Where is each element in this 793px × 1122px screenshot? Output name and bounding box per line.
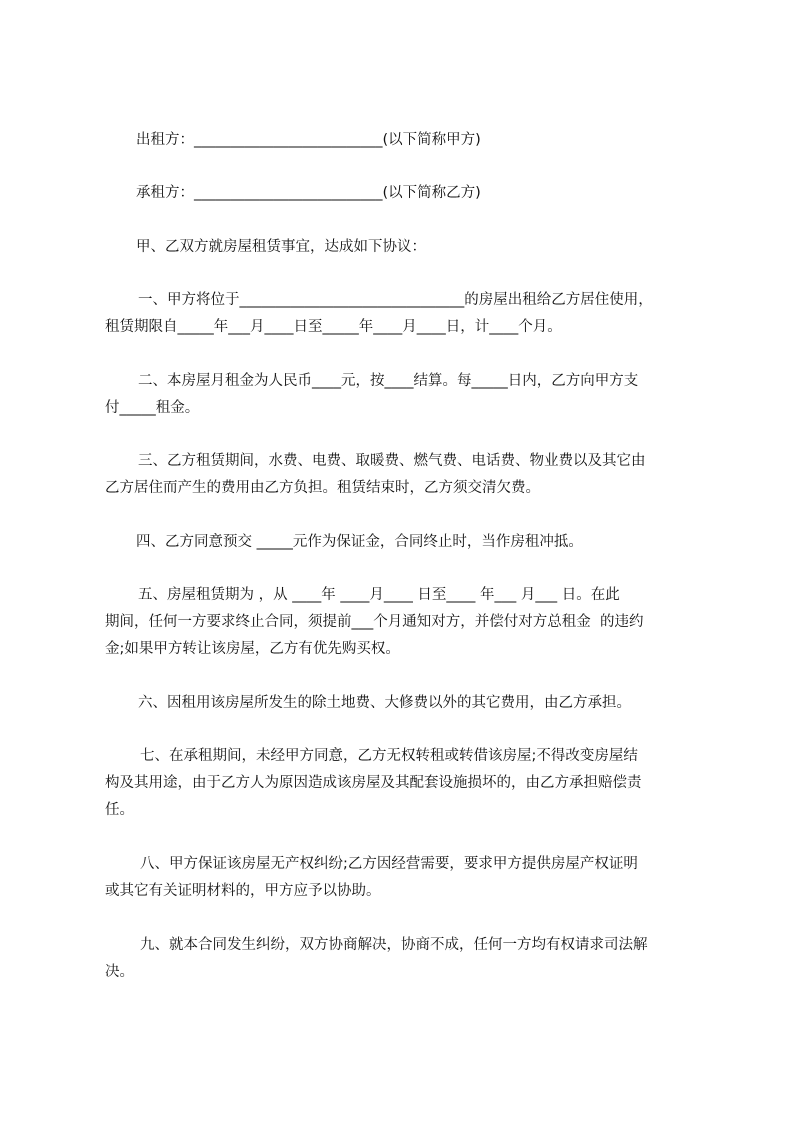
clause-2-line-2: 付_____租金。 xyxy=(105,400,200,416)
clause-3-line-2: 乙方居住而产生的费用由乙方负担。租赁结束时，乙方须交清欠费。 xyxy=(105,480,540,496)
clause-8-line-2: 或其它有关证明材料的，甲方应予以协助。 xyxy=(105,883,381,899)
clause-5-line-2: 期间，任何一方要求终止合同，须提前___个月通知对方，并偿付对方总租金 的违约 xyxy=(105,614,644,630)
clause-7-line-3: 任。 xyxy=(105,802,134,818)
clause-3-line-1: 三、乙方租赁期间，水费、电费、取暖费、燃气费、电话费、物业费以及其它由 xyxy=(138,453,646,469)
lessor-line: 出租方：__________________________(以下简称甲方) xyxy=(136,132,481,148)
agreement-intro: 甲、乙双方就房屋租赁事宜，达成如下协议： xyxy=(136,239,426,255)
clause-6: 六、因租用该房屋所发生的除土地费、大修费以外的其它费用，由乙方承担。 xyxy=(138,695,631,711)
clause-5-line-3: 金;如果甲方转让该房屋，乙方有优先购买权。 xyxy=(105,641,400,657)
clause-7-line-2: 构及其用途，由于乙方人为原因造成该房屋及其配套设施损坏的，由乙方承担赔偿责 xyxy=(105,775,642,791)
clause-2-line-1: 二、本房屋月租金为人民币____元，按____结算。每_____日内，乙方向甲方支 xyxy=(138,373,639,389)
clause-4: 四、乙方同意预交 _____元作为保证金，合同终止时，当作房租冲抵。 xyxy=(136,534,583,550)
clause-9-line-1: 九、就本合同发生纠纷，双方协商解决，协商不成，任何一方均有权请求司法解 xyxy=(140,937,648,953)
clause-8-line-1: 八、甲方保证该房屋无产权纠纷;乙方因经营需要，要求甲方提供房屋产权证明 xyxy=(140,856,638,872)
clause-1-line-2: 租赁期限自_____年___月____日至_____年____月____日，计____个月。 xyxy=(105,319,562,335)
clause-5-line-1: 五、房屋租赁期为 ，从 ____年 ____月____ 日至____ 年___ 月___ 日。在此 xyxy=(138,587,620,603)
lessee-line: 承租方：__________________________(以下简称乙方) xyxy=(136,185,481,201)
clause-1-line-1: 一、甲方将位于_______________________________的房屋出租给乙方居住使用， xyxy=(138,292,653,308)
clause-7-line-1: 七、在承租期间，未经甲方同意，乙方无权转租或转借该房屋;不得改变房屋结 xyxy=(140,748,638,764)
clause-9-line-2: 决。 xyxy=(105,964,134,980)
